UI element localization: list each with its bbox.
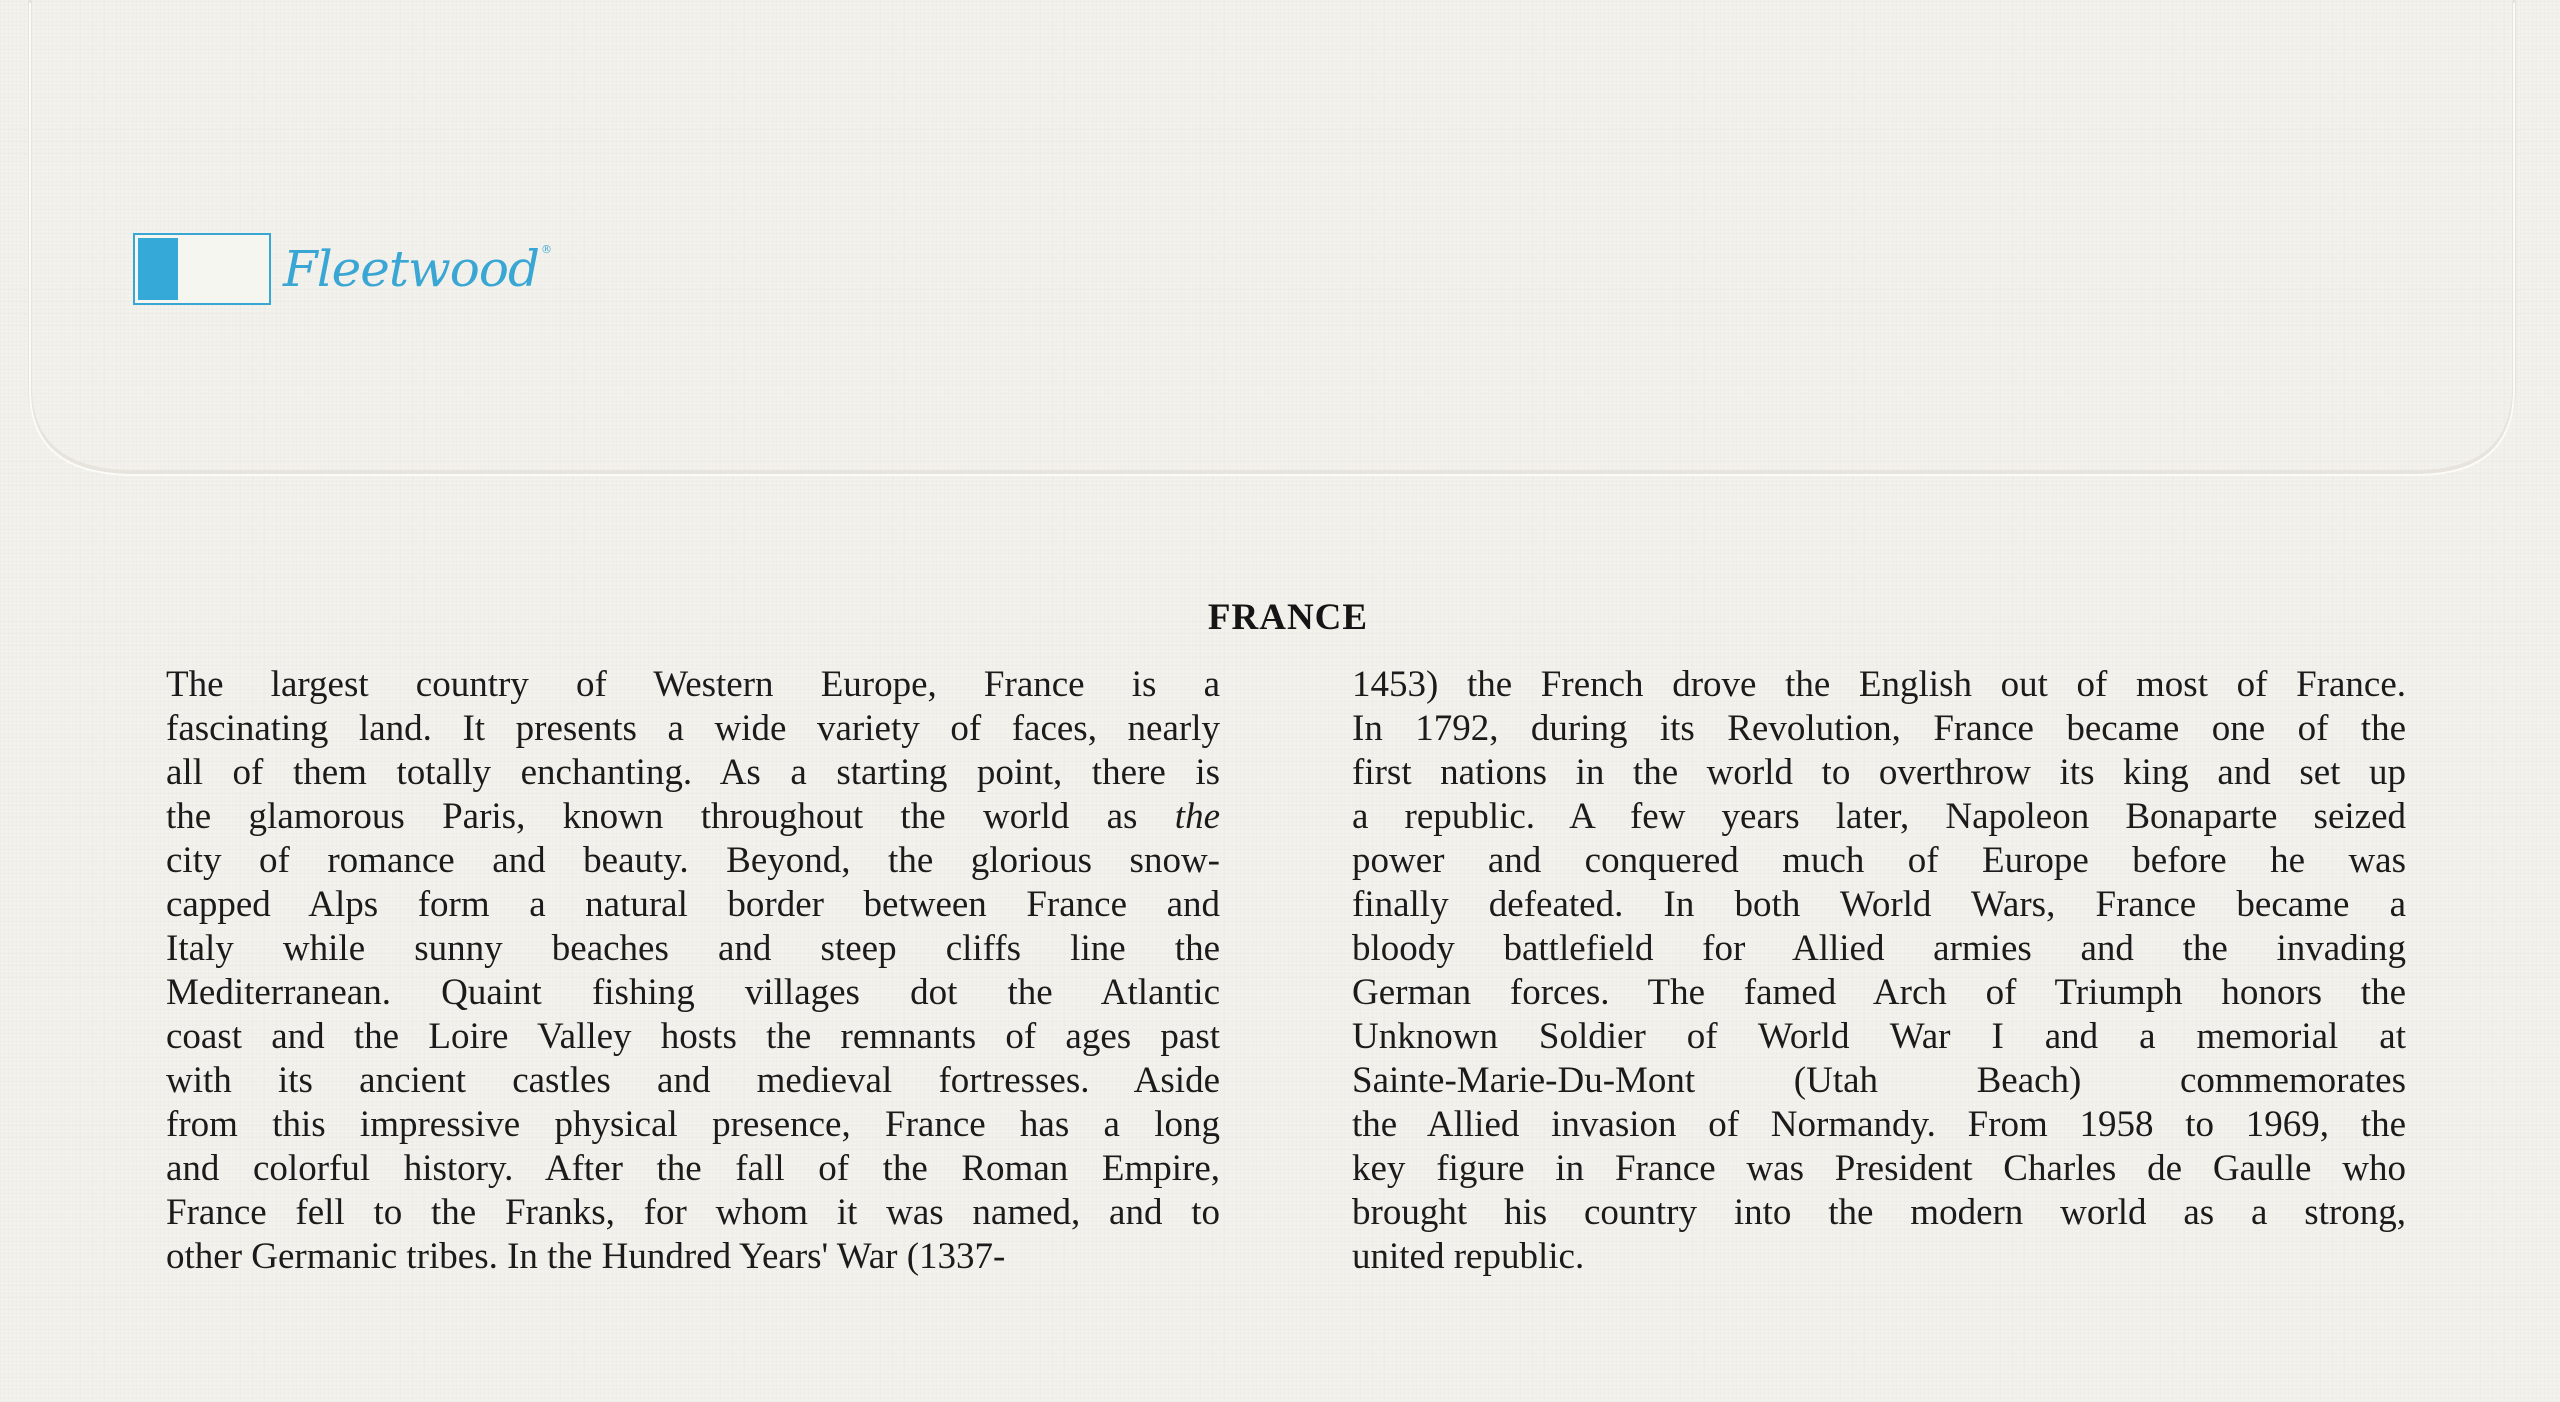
left-column-line: all of them totally enchanting. As a starting point, there is xyxy=(166,752,1220,793)
text-column-right xyxy=(1352,663,2406,1279)
left-column-line: with its ancient castles and medieval fortresses. Aside xyxy=(166,1060,1220,1101)
right-column-line: bloody battlefield for Allied armies and the invading xyxy=(1352,928,2406,969)
left-column-line: capped Alps form a natural border between France and xyxy=(166,884,1220,925)
right-column-line: power and conquered much of Europe before he was xyxy=(1352,840,2406,881)
left-column-line: city of romance and beauty. Beyond, the glorious snow- xyxy=(166,840,1220,881)
right-column-line: Unknown Soldier of World War I and a memorial at xyxy=(1352,1016,2406,1057)
right-column-line: finally defeated. In both World Wars, France became a xyxy=(1352,884,2406,925)
left-column-line: coast and the Loire Valley hosts the remnants of ages past xyxy=(166,1016,1220,1057)
right-column-line: German forces. The famed Arch of Triumph honors the xyxy=(1352,972,2406,1013)
fleetwood-logo xyxy=(133,233,551,305)
fleetwood-logo-wordmark xyxy=(283,240,551,298)
emphasis-word: the xyxy=(1174,796,1220,837)
page-title: FRANCE xyxy=(1207,597,1369,638)
left-column-line: France fell to the Franks, for whom it was named, and to xyxy=(166,1192,1220,1233)
left-column-line: from this impressive physical presence, France has a long xyxy=(166,1104,1220,1145)
registered-mark: ® xyxy=(540,243,551,256)
left-column-line: fascinating land. It presents a wide variety of faces, nearly xyxy=(166,708,1220,749)
left-column-line: and colorful history. After the fall of the Roman Empire, xyxy=(166,1148,1220,1189)
text-column-left xyxy=(166,663,1220,1279)
fleetwood-logo-mark-fill xyxy=(138,238,178,300)
right-column-line: 1453) the French drove the English out of most of France. xyxy=(1352,664,2406,705)
left-column-line: other Germanic tribes. In the Hundred Years' War (1337- xyxy=(166,1236,1006,1277)
right-column-line: the Allied invasion of Normandy. From 1958 to 1969, the xyxy=(1352,1104,2406,1145)
left-column-line: The largest country of Western Europe, France is a xyxy=(166,664,1220,705)
right-column-line: united republic. xyxy=(1352,1236,1585,1277)
fleetwood-logo-mark xyxy=(133,233,271,305)
right-column-line: In 1792, during its Revolution, France became one of the xyxy=(1352,708,2406,749)
right-column-line: brought his country into the modern world as a strong, xyxy=(1352,1192,2406,1233)
left-column-line: the glamorous Paris, known throughout the world as the xyxy=(166,796,1220,837)
brand-name: Fleetwood xyxy=(283,240,539,298)
left-column-line: Mediterranean. Quaint fishing villages dot the Atlantic xyxy=(166,972,1220,1013)
left-column-line: Italy while sunny beaches and steep cliffs line the xyxy=(166,928,1220,969)
right-column-line: key figure in France was President Charles de Gaulle who xyxy=(1352,1148,2406,1189)
right-column-line: Sainte-Marie-Du-Mont (Utah Beach) commemorates xyxy=(1352,1060,2406,1101)
right-column-line: first nations in the world to overthrow its king and set up xyxy=(1352,752,2406,793)
right-column-line: a republic. A few years later, Napoleon Bonaparte seized xyxy=(1352,796,2406,837)
